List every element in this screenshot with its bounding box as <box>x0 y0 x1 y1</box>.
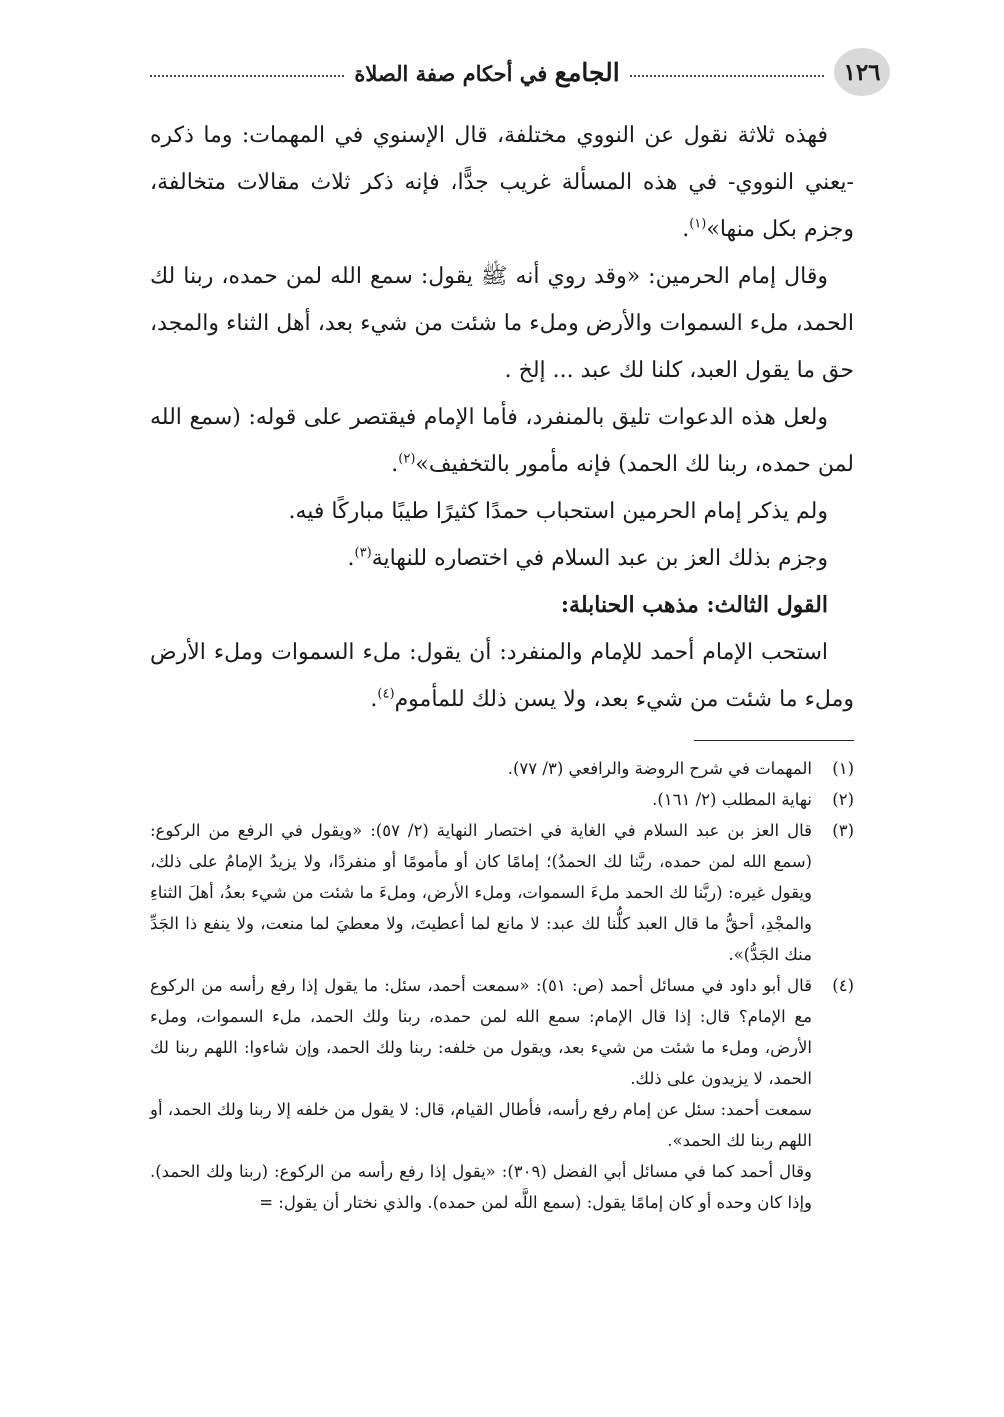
footnote <box>150 815 854 970</box>
footnote-number: (٣) <box>832 821 854 840</box>
paragraph-text: استحب الإمام أحمد للإمام والمنفرد: أن يقول: ملء السموات وملء الأرض وملء ما شئت من شيء بعد، ولا يسن ذلك للمأموم <box>150 640 854 712</box>
paragraph-text: وجزم بذلك العز بن عبد السلام في اختصاره للنهاية <box>371 546 828 571</box>
section-heading: القول الثالث: مذهب الحنابلة: <box>560 592 828 618</box>
running-title-main: الجامع <box>554 57 620 87</box>
main-text <box>150 112 854 723</box>
footnote-ref: (٣) <box>354 545 372 561</box>
paragraph <box>150 394 854 488</box>
paragraph: ولم يذكر إمام الحرمين استحباب حمدًا كثيرًا طيبًا مباركًا فيه. <box>288 499 828 524</box>
footnote-text: نهاية المطلب (٢/ ١٦١). <box>652 790 812 809</box>
footnote-number: (٢) <box>832 790 854 809</box>
paragraph-end: . <box>347 546 355 571</box>
page-header <box>140 48 890 96</box>
header-dotted-leader-left <box>150 75 344 77</box>
footnote <box>150 970 854 1094</box>
paragraph-end: . <box>682 217 690 242</box>
paragraph: وقال إمام الحرمين: «وقد روي أنه ﷺ يقول: سمع الله لمن حمده، ربنا لك الحمد، ملء السموات والأرض وملء ما شئت من شيء بعد، أهل الثناء والمجد، حق ما يقول العبد، كلنا لك عبد ... إلخ . <box>150 264 854 383</box>
paragraph-end: . <box>391 452 399 477</box>
paragraph <box>150 629 854 723</box>
footnotes <box>150 753 854 1218</box>
running-title <box>354 58 619 87</box>
paragraph-text: فهذه ثلاثة نقول عن النووي مختلفة، قال الإسنوي في المهمات: وما ذكره -يعني النووي- في هذه المسألة غريب جدًّا، فإنه ذكر ثلاث مقالات متخالفة، وجزم بكل منها» <box>150 123 854 242</box>
footnote <box>150 753 854 784</box>
footnote-continuation: سمعت أحمد: سئل عن إمام رفع رأسه، فأطال القيام، قال: لا يقول من خلفه إلا ربنا ولك الحمد، أو اللهم ربنا لك الحمد». <box>150 1100 812 1150</box>
paragraph-text: ولعل هذه الدعوات تليق بالمنفرد، فأما الإمام فيقتصر على قوله: (سمع الله لمن حمده، ربنا لك الحمد) فإنه مأمور بالتخفيف» <box>150 405 854 477</box>
footnote <box>150 784 854 815</box>
footnote-text: قال العز بن عبد السلام في الغاية في اختصار النهاية (٢/ ٥٧): «ويقول في الرفع من الركوع: (سمع الله لمن حمده، ربَّنا لك الحمدُ)؛ إمامًا كان أو مأمومًا أو منفردًا، ولا يزيدُ الإمامُ على ذلك، ويقول غيره: (ربَّنا لك الحمد ملءَ السموات، وملء الأرض، وملءَ ما شئت من شيء بعدُ، أهلَ الثناءِ والمجْدِ، أحقُّ ما قال العبد كلُّنا لك عبد: لا مانع لما أعطيتَ، ولا معطيَ لما منعت، ولا ينفع ذا الجَدِّ منك الجَدُّ)». <box>150 821 812 964</box>
footnote-ref: (٤) <box>377 686 395 702</box>
header-dotted-leader-right <box>630 75 824 77</box>
paragraph-end: . <box>370 687 378 712</box>
footnote-ref: (١) <box>689 216 707 232</box>
running-title-rest: في أحكام صفة الصلاة <box>354 60 548 86</box>
footnote-text: المهمات في شرح الروضة والرافعي (٣/ ٧٧). <box>507 759 812 778</box>
paragraph <box>150 535 854 582</box>
footnote-number: (١) <box>832 759 854 778</box>
footnote-text: قال أبو داود في مسائل أحمد (ص: ٥١): «سمعت أحمد، سئل: ما يقول إذا رفع رأسه من الركوع مع الإمام؟ قال: إذا قال الإمام: سمع الله لمن حمده، ربنا ولك الحمد، ملء السموات، وملء الأرض، وملء ما شئت من شيء بعد، ويقول من خلفه: ربنا ولك الحمد، وإن شاءوا: اللهم ربنا لك الحمد، لا يزيدون على ذلك. <box>150 976 812 1088</box>
footnote-separator <box>694 740 854 741</box>
paragraph <box>150 112 854 253</box>
footnote-number: (٤) <box>832 976 854 995</box>
footnote-ref: (٢) <box>398 451 416 467</box>
footnote-continuation: وقال أحمد كما في مسائل أبي الفضل (٣٠٩): «يقول إذا رفع رأسه من الركوع: (ربنا ولك الحمد). وإذا كان وحده أو كان إمامًا يقول: (سمع اللَّه لمن حمده). والذي نختار أن يقول: = <box>150 1162 812 1212</box>
page-number-badge: ١٢٦ <box>834 48 890 96</box>
